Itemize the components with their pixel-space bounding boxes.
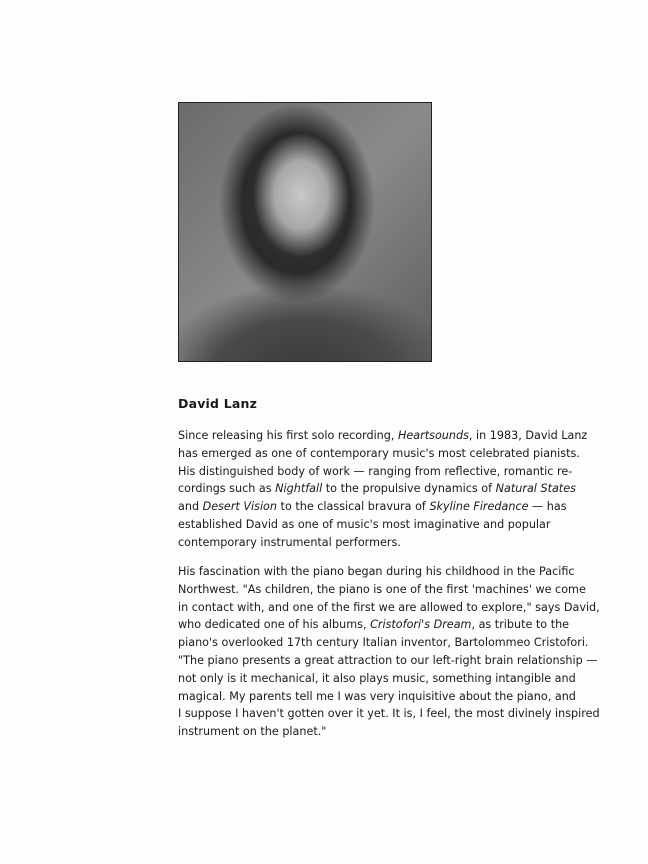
text-line	[178, 445, 580, 463]
album-title: Nightfall	[275, 482, 323, 496]
text-line	[178, 534, 540, 552]
text-segment: cordings such as	[178, 482, 276, 496]
text-segment: in contact with, and one of the first we are allowed to explore," says David,	[178, 600, 600, 614]
text-segment: I suppose I haven't gotten over it yet. It is, I feel, the most divinely inspired	[178, 707, 600, 721]
album-title: Heartsounds	[398, 429, 469, 442]
text-line	[178, 480, 576, 498]
biography-paragraph-1	[178, 427, 588, 552]
biography-paragraph-2	[178, 563, 600, 741]
album-title: Natural States	[495, 482, 576, 496]
text-segment: contemporary instrumental performers.	[178, 535, 401, 549]
text-segment: "The piano presents a great attraction to our left-right brain relationship —	[178, 653, 598, 667]
text-segment: has emerged as one of contemporary music's most celebrated pianists.	[178, 446, 580, 460]
text-line	[178, 463, 573, 481]
text-line	[178, 498, 567, 516]
text-line	[178, 516, 551, 534]
portrait-photo	[178, 102, 432, 362]
album-title: Skyline Firedance	[429, 500, 529, 514]
text-line	[178, 688, 576, 706]
text-segment: , in 1983, David Lanz	[468, 429, 588, 442]
album-title: Cristofori's Dream	[370, 618, 472, 632]
text-line	[178, 616, 570, 634]
text-segment: His fascination with the piano began during his childhood in the Pacific	[178, 565, 575, 578]
text-segment: His distinguished body of work — ranging from reflective, romantic re-	[178, 464, 573, 478]
page-title: David Lanz	[178, 396, 258, 411]
text-line	[178, 652, 598, 670]
text-segment: piano's overlooked 17th century Italian inventor, Bartolommeo Cristofori.	[178, 636, 589, 650]
text-segment: Since releasing his first solo recording,	[178, 429, 398, 442]
text-segment: not only is it mechanical, it also plays music, something intangible and	[178, 671, 576, 685]
text-segment: to the classical bravura of	[277, 500, 430, 514]
text-segment: , as tribute to the	[471, 618, 570, 632]
text-segment: magical. My parents tell me I was very inquisitive about the piano, and	[178, 689, 576, 703]
text-line	[178, 723, 540, 741]
text-line	[178, 705, 600, 723]
text-line	[178, 563, 575, 581]
text-segment: — has	[528, 500, 567, 514]
text-segment: established David as one of music's most imaginative and popular	[178, 517, 551, 531]
text-line	[178, 670, 576, 688]
text-segment: who dedicated one of his albums,	[178, 618, 371, 632]
text-segment: and	[178, 500, 203, 514]
text-line	[178, 634, 589, 652]
text-line	[178, 581, 586, 599]
text-segment: to the propulsive dynamics of	[322, 482, 496, 496]
album-title: Desert Vision	[202, 500, 277, 514]
text-line	[178, 599, 600, 617]
text-line	[178, 427, 588, 445]
text-segment: instrument on the planet."	[178, 725, 327, 739]
text-segment: Northwest. "As children, the piano is one of the first 'machines' we come	[178, 582, 586, 596]
